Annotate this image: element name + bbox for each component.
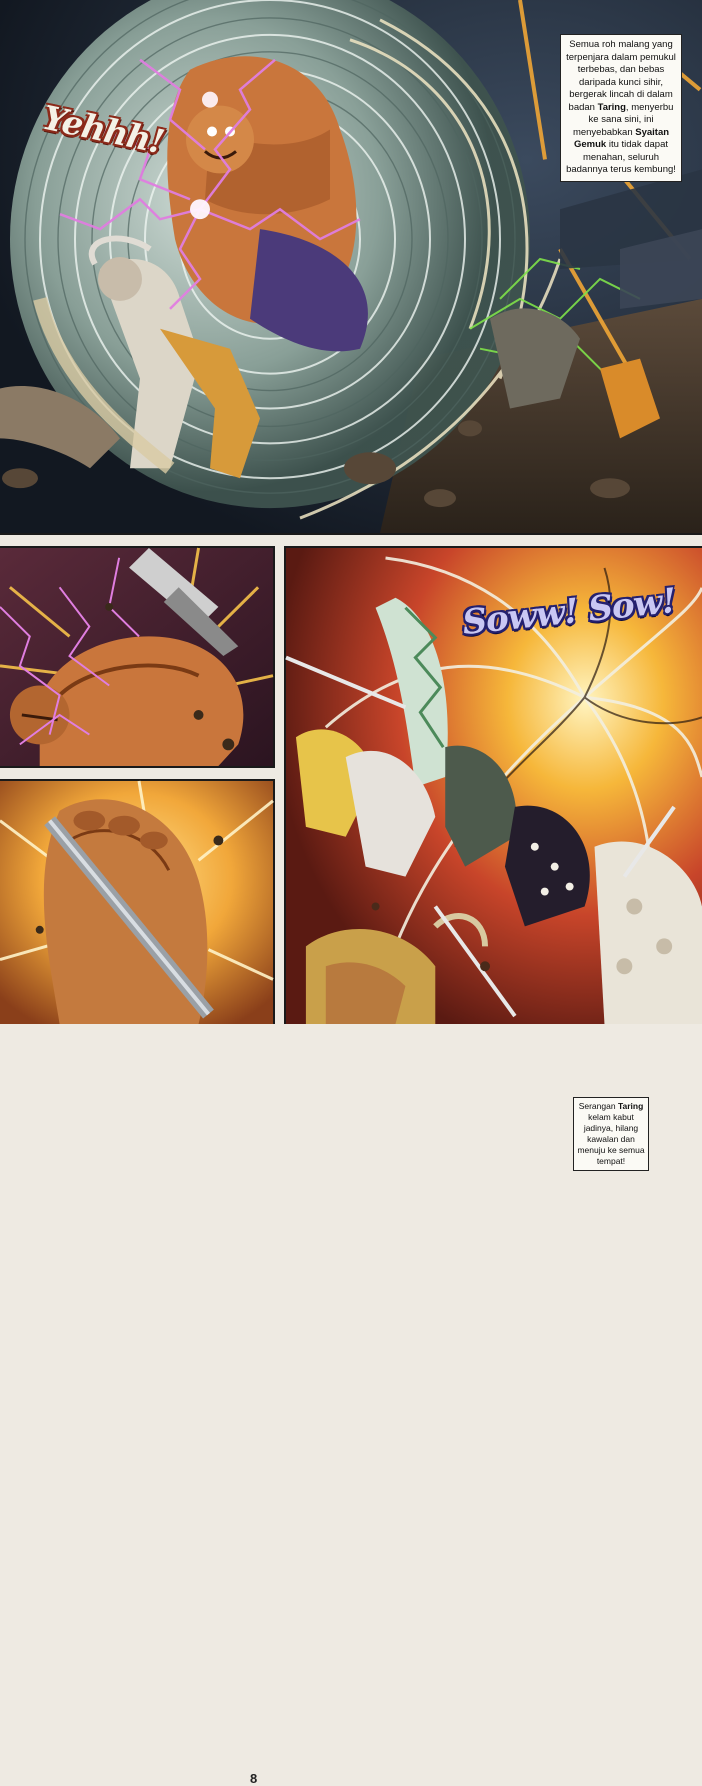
narration-caption-2 [573,1097,649,1171]
panel-3-artwork [0,781,273,1024]
caption-1-bold-taring: Taring [597,101,626,113]
sound-effect-soww-sow: Soww! Sow! [460,580,678,644]
caption-2-text-post: kelam kabut jadinya, hilang kawalan dan menuju ke semua tempat! [577,1112,645,1166]
caption-1-text-post: itu tidak dapat menahan, seluruh badannya terus kembung! [566,139,676,175]
panel-demon-face [0,546,275,768]
caption-2-text-pre: Serangan [578,1101,618,1111]
caption-1-text-mid: , menyerbu ke sana sini, ini menyebabkan [572,101,674,138]
panel-fist-weapon [0,779,275,1786]
sound-effect-yehhh: Yehhh! [39,97,167,162]
page-number: 8 [250,1771,258,1786]
panel-2-artwork [0,548,273,766]
panel-swirl-attack [0,0,702,535]
caption-1-text-pre: Semua roh malang yang terpenjara dalam pemukul terbebas, dan bebas daripada kunci sihir, bergerak lincah di dalam badan [566,39,676,113]
caption-2-bold-taring: Taring [617,1101,644,1111]
caption-1-bold-syaitan: Syaitan Gemuk [573,126,670,150]
narration-caption-1 [560,34,682,182]
